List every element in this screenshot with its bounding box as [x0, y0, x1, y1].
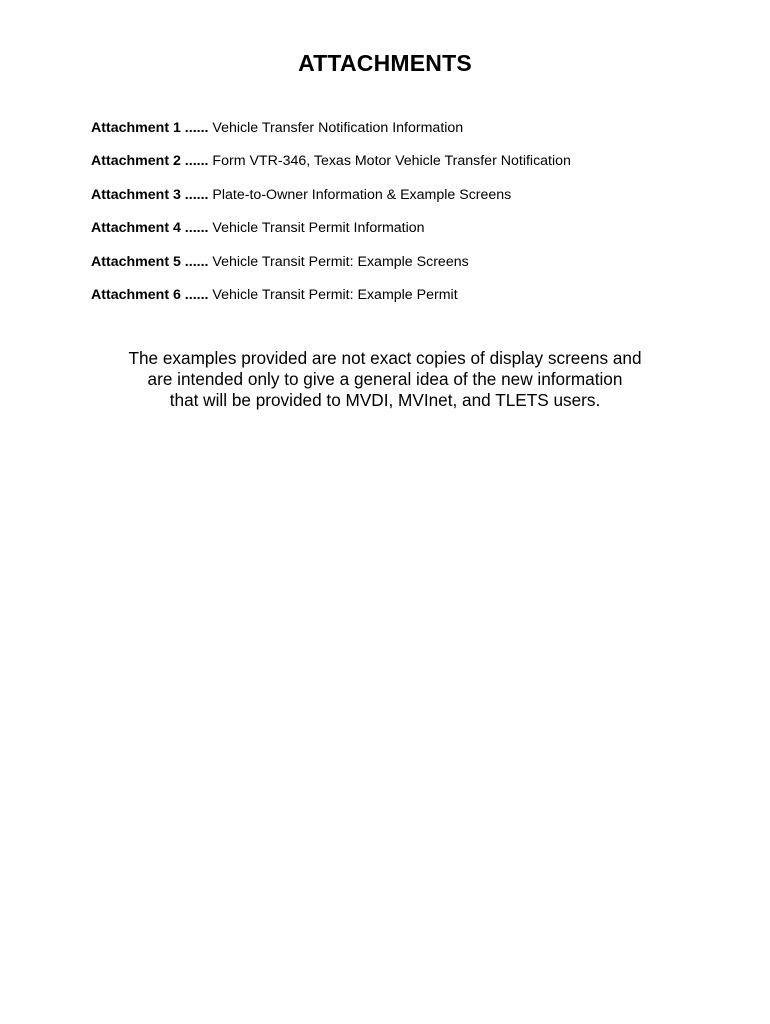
attachment-item-6: [91, 285, 571, 318]
attachment-label: Attachment 3 ......: [91, 186, 209, 203]
attachment-item-2: [91, 151, 571, 184]
note-line: that will be provided to MVDI, MVInet, and TLETS users.: [169, 390, 601, 410]
examples-note: [0, 348, 770, 411]
note-line: are intended only to give a general idea of the new information: [147, 369, 623, 389]
attachment-item-4: [91, 218, 571, 251]
attachment-description: Vehicle Transit Permit: Example Screens: [212, 253, 469, 270]
attachment-label: Attachment 2 ......: [91, 153, 209, 170]
attachment-item-1: [91, 118, 571, 151]
attachment-description: Vehicle Transit Permit Information: [212, 220, 425, 237]
attachment-description: Plate-to-Owner Information & Example Screens: [212, 186, 512, 203]
note-line: The examples provided are not exact copies of display screens and: [128, 348, 642, 368]
attachment-label: Attachment 1 ......: [91, 120, 209, 136]
attachment-description: Form VTR-346, Texas Motor Vehicle Transfer Notification: [212, 153, 571, 170]
attachment-description: Vehicle Transfer Notification Information: [212, 120, 464, 136]
attachment-description: Vehicle Transit Permit: Example Permit: [212, 286, 458, 303]
attachment-item-3: [91, 185, 571, 218]
page-title: ATTACHMENTS: [298, 50, 472, 76]
attachment-label: Attachment 6 ......: [91, 286, 209, 303]
attachment-item-5: [91, 252, 571, 285]
attachment-label: Attachment 4 ......: [91, 220, 209, 237]
attachment-list: [91, 118, 571, 318]
attachment-label: Attachment 5 ......: [91, 253, 209, 270]
